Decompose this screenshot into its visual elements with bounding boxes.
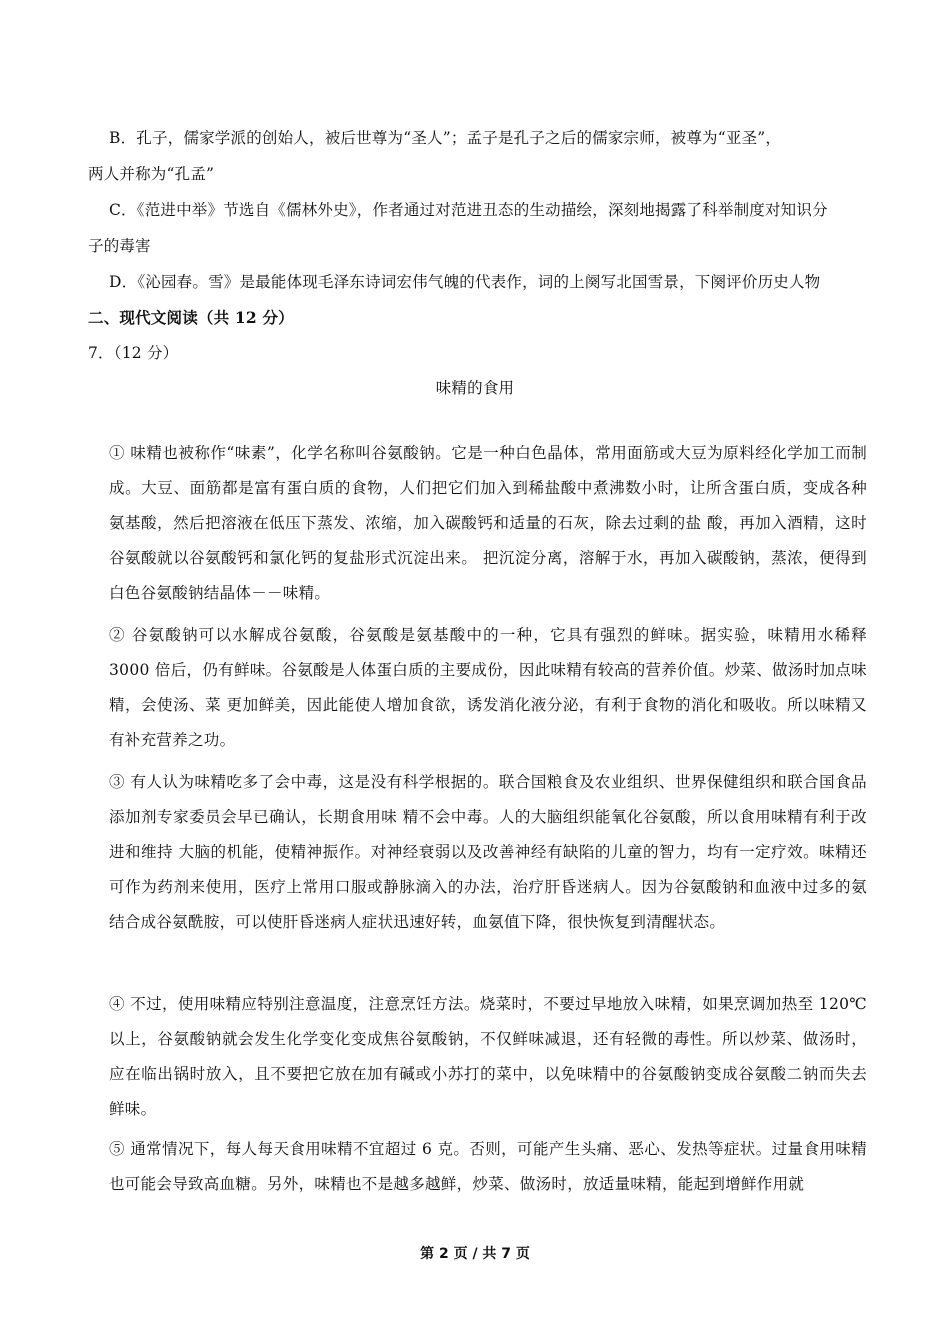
option-d-line1: D．《沁园春。雪》是最能体现毛泽东诗词宏伟气魄的代表作，词的上阕写北国雪景，下阕评价历史人物 bbox=[109, 273, 821, 291]
option-c-line2: 子的毒害 bbox=[88, 237, 151, 255]
question-number: 7．（12 分） bbox=[88, 344, 179, 362]
article-paragraph-1: ① 味精也被称作“味素”，化学名称叫谷氨酸钠。它是一种白色晶体，常用面筋或大豆为原料经化学加工而制成。大豆、面筋都是富有蛋白质的食物，人们把它们加入到稀盐酸中煮沸数小时，让所含蛋白质，变成各种氨基酸，然后把溶液在低压下蒸发、浓缩，加入碳酸钙和适量的石灰，除去过剩的盐 酸，再加入酒精，这时谷氨酸就以谷氨酸钙和氯化钙的复盐形式沉淀出来。 把沉淀分离，溶解于水，再加入碳酸钠，蒸浓，便得到白色谷氨酸钠结晶体－－味精。 bbox=[109, 444, 867, 602]
article-paragraph-3: ③ 有人认为味精吃多了会中毒，这是没有科学根据的。联合国粮食及农业组织、世界保健组织和联合国食品添加剂专家委员会早已确认，长期食用味 精不会中毒。人的大脑组织能氧化谷氨酸，所以食用味精有利于改进和维持 大脑的机能，使精神振作。对神经衰弱以及改善神经有缺陷的儿童的智力，均有一定疗效。味精还可作为药剂来使用，医疗上常用口服或静脉滴入的办法，治疗肝昏迷病人。因为谷氨酸钠和血液中过多的氨结合成谷氨酰胺，可以使肝昏迷病人症状迅速好转，血氨值下降，很快恢复到清醒状态。 bbox=[109, 773, 867, 931]
option-b-line1: B．孔子，儒家学派的创始人，被后世尊为“圣人”；孟子是孔子之后的儒家宗师，被尊为“亚圣”， bbox=[109, 129, 782, 147]
option-b-line2: 两人并称为“孔孟” bbox=[88, 165, 215, 183]
section-heading: 二、现代文阅读（共 12 分） bbox=[88, 308, 294, 327]
page-number: 第 2 页 / 共 7 页 bbox=[420, 1246, 530, 1262]
option-c-line1: C．《范进中举》节选自《儒林外史》，作者通过对范进丑态的生动描绘，深刻地揭露了科举制度对知识分 bbox=[109, 201, 828, 219]
article-paragraph-4: ④ 不过，使用味精应特别注意温度，注意烹饪方法。烧菜时，不要过早地放入味精，如果烹调加热至 120℃以上，谷氨酸钠就会发生化学变化变成焦谷氨酸钠，不仅鲜味减退，还有轻微的毒性。所以炒菜、做汤时，应在临出锅时放入，且不要把它放在加有碱或小苏打的菜中，以免味精中的谷氨酸钠变成谷氨酸二钠而失去鲜味。 bbox=[109, 995, 867, 1118]
article-paragraph-2: ② 谷氨酸钠可以水解成谷氨酸，谷氨酸是氨基酸中的一种，它具有强烈的鲜味。据实验，味精用水稀释 3000 倍后，仍有鲜味。谷氨酸是人体蛋白质的主要成份，因此味精有较高的营养价值。炒菜、做汤时加点味精，会使汤、菜 更加鲜美，因此能使人增加食欲，诱发消化液分泌，有利于食物的消化和吸收。所以味精又有补充营养之功。 bbox=[109, 626, 867, 749]
article-title: 味精的食用 bbox=[435, 379, 515, 397]
article-paragraph-5: ⑤ 通常情况下，每人每天食用味精不宜超过 6 克。否则，可能产生头痛、恶心、发热等症状。过量食用味精也可能会导致高血糖。另外，味精也不是越多越鲜，炒菜、做汤时，放适量味精，能起到增鲜作用就 bbox=[109, 1140, 867, 1193]
